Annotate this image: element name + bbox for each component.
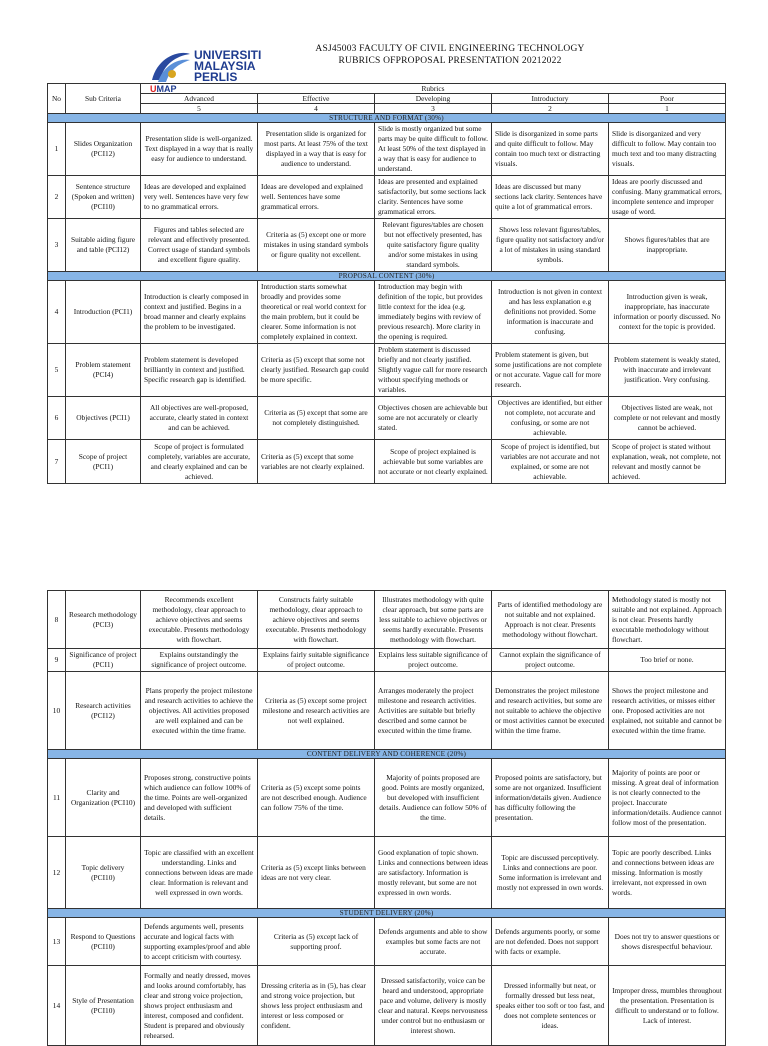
rubric-cell: Scope of project is stated without explanation, weak, not complete, not relevant and mostly cannot be achieved. <box>609 440 726 484</box>
rubric-cell: Criteria as (5) except that some not clearly justified. Research gap could be more specific. <box>258 344 375 397</box>
table-row <box>48 219 726 272</box>
rubric-cell: Criteria as (5) except some project milestone and research activities are not well explained. <box>258 672 375 750</box>
rubric-cell: Criteria as (5) except links between ideas are not very clear. <box>258 837 375 909</box>
rubric-cell: Criteria as (5) except that some are not completely distinguished. <box>258 397 375 440</box>
sub-criteria-cell: Respond to Questions (PCI10) <box>66 918 141 966</box>
rubric-cell: Problem statement is given, but some justifications are not complete or not accurate. Vague call for more research. <box>492 344 609 397</box>
rubric-cell: Illustrates methodology with quite clear approach, but some parts are less suitable to achieve objectives or seems hardly executable. Presents methodology with flowchart. <box>375 591 492 649</box>
table-row <box>48 281 726 344</box>
rubric-cell: Presentation slide is organized for most parts. At least 75% of the text displayed in a way that is easy for audience to understand. <box>258 123 375 176</box>
rubric-cell: Shows the project milestone and research activities, or misses either one. Proposed activities are not explained, not suitable and cannot be executed within the time frame. <box>609 672 726 750</box>
rubric-cell: Slide is disorganized and very difficult to follow. May contain too much text and too many distracting visuals. <box>609 123 726 176</box>
logo-line-1: UNIVERSITI <box>194 48 262 62</box>
rubric-cell: Topic are poorly described. Links and connections between ideas are missing. Information is mostly irrelevant, not expressed in own words. <box>609 837 726 909</box>
rubric-table-page-2 <box>47 590 726 1046</box>
level-name: Poor <box>609 94 726 104</box>
rubric-cell: Explains fairly suitable significance of project outcome. <box>258 649 375 672</box>
table-row <box>48 759 726 837</box>
rubric-cell: Criteria as (5) except lack of supporting proof. <box>258 918 375 966</box>
rubric-cell: Scope of project is formulated completely, variables are accurate, and clearly explained and can be achieved. <box>141 440 258 484</box>
row-number: 9 <box>48 649 66 672</box>
document-title-line-2: RUBRICS OFPROPOSAL PRESENTATION 20212022 <box>338 56 562 66</box>
rubric-cell: Slide is mostly organized but some parts may be quite difficult to follow. At least 50% of the text displayed in a way that is easy for audience to understand. <box>375 123 492 176</box>
rubric-cell: Formally and neatly dressed, moves and looks around comfortably, has clear and strong voice projection, shows project enthusiasm and interest, composed and confident. Student is prepared and obviously rehearsed. <box>141 966 258 1046</box>
rubric-cell: Dressing criteria as in (5), has clear and strong voice projection, but shows less project enthusiasm and interest or less composed or confident. <box>258 966 375 1046</box>
rubric-cell: Problem statement is discussed briefly and not clearly justified. Slightly vague call for more research without specifying methods or variables. <box>375 344 492 397</box>
row-number: 10 <box>48 672 66 750</box>
row-number: 12 <box>48 837 66 909</box>
rubric-cell: Introduction is clearly composed in context and justified. Begins in a broad manner and clearly explains the problem to be investigated. <box>141 281 258 344</box>
rubric-cell: Dressed informally but neat, or formally dressed but less neat, speaks either too soft or too fast, and does not complete sentences or ideas. <box>492 966 609 1046</box>
level-name: Effective <box>258 94 375 104</box>
section-header-structure: STRUCTURE AND FORMAT (30%) <box>48 114 726 123</box>
section-header-proposal: PROPOSAL CONTENT (30%) <box>48 272 726 281</box>
rubric-cell: Proposed points are satisfactory, but some are not organized. Insufficient information/details given. Audience has difficulty following the presentation. <box>492 759 609 837</box>
sub-criteria-cell: Style of Presentation (PCI10) <box>66 966 141 1046</box>
rubric-cell: Dressed satisfactorily, voice can be heard and understood, appropriate pace and volume, delivery is mostly clear and natural. Keeps nervousness under control but no enthusiasm or interest shown. <box>375 966 492 1046</box>
umap-rest: MAP <box>156 84 177 94</box>
row-number: 4 <box>48 281 66 344</box>
rubric-cell: Defends arguments poorly, or some are not defended. Does not support with facts or example. <box>492 918 609 966</box>
rubric-cell: Objectives listed are weak, not complete or not relevant and mostly cannot be achieved. <box>609 397 726 440</box>
rubric-cell: Majority of points are poor or missing. A great deal of information is not clearly connected to the project. Inaccurate information/details. Audience cannot follow most of the presentation. <box>609 759 726 837</box>
sub-criteria-cell: Clarity and Organization (PCI10) <box>66 759 141 837</box>
row-number: 3 <box>48 219 66 272</box>
sub-criteria-cell: Scope of project (PCI1) <box>66 440 141 484</box>
sub-criteria-cell: Introduction (PCI1) <box>66 281 141 344</box>
sub-criteria-cell: Slides Organization (PCI12) <box>66 123 141 176</box>
table-row <box>48 176 726 219</box>
table-row <box>48 966 726 1046</box>
table-row <box>48 344 726 397</box>
logo-line-2: MALAYSIA <box>194 59 256 73</box>
rubric-cell: Improper dress, mumbles throughout the presentation. Presentation is difficult to understand or to follow. Lack of interest. <box>609 966 726 1046</box>
rubric-cell: Shows less relevant figures/tables, figure quality not satisfactory and/or a lot of mistakes in using standard symbols. <box>492 219 609 272</box>
rubric-cell: Scope of project is identified, but variables are not accurate and not explained, or some are not achievable. <box>492 440 609 484</box>
rubric-cell: Topic are classified with an excellent understanding. Links and connections between ideas are made clear. Information is relevant and well expressed in own words. <box>141 837 258 909</box>
row-number: 8 <box>48 591 66 649</box>
level-score: 5 <box>141 104 258 114</box>
table-row <box>48 591 726 649</box>
col-sub-criteria-header: Sub Criteria <box>66 84 141 114</box>
rubric-cell: Ideas are developed and explained well. Sentences have some grammatical errors. <box>258 176 375 219</box>
rubric-cell: Recommends excellent methodology, clear approach to achieve objectives and seems executable. Presents methodology with flowchart. <box>141 591 258 649</box>
row-number: 11 <box>48 759 66 837</box>
rubric-cell: Objectives are identified, but either not complete, not accurate and confusing, or some are not achievable. <box>492 397 609 440</box>
page-two <box>0 588 768 1040</box>
section-header-delivery: CONTENT DELIVERY AND COHERENCE (20%) <box>48 750 726 759</box>
rubric-cell: Scope of project explained is achievable but some variables are not accurate or not clearly explained. <box>375 440 492 484</box>
rubric-cell: Topic are discussed perceptively. Links and connections are poor. Some information is irrelevant and mostly not expressed in own words. <box>492 837 609 909</box>
sub-criteria-cell: Suitable aiding figure and table (PCI12) <box>66 219 141 272</box>
rubric-cell: Problem statement is developed brilliantly in context and justified. Specific research gap is identified. <box>141 344 258 397</box>
document-title-line-1: ASJ45003 FACULTY OF CIVIL ENGINEERING TECHNOLOGY <box>315 44 585 54</box>
rubric-cell: Introduction may begin with definition of the topic, but provides little context for the idea (e.g. immediately begins with review of previous research). More clarity in the opening is required. <box>375 281 492 344</box>
row-number: 5 <box>48 344 66 397</box>
level-score: 4 <box>258 104 375 114</box>
logo-line-3: PERLIS <box>194 70 238 84</box>
table-row <box>48 123 726 176</box>
rubric-cell: Arranges moderately the project milestone and research activities. Activities are suitable but briefly described and some cannot be executed within the time frame. <box>375 672 492 750</box>
sub-criteria-cell: Objectives (PCI1) <box>66 397 141 440</box>
rubric-cell: Criteria as (5) except some points are not described enough. Audience can follow 75% of the time. <box>258 759 375 837</box>
rubric-cell: Defends arguments and able to show examples but some facts are not accurate. <box>375 918 492 966</box>
rubric-cell: All objectives are well-proposed, accurate, clearly stated in context and can be achieved. <box>141 397 258 440</box>
sub-criteria-cell: Significance of project (PCI1) <box>66 649 141 672</box>
sub-criteria-cell: Research activities (PCI12) <box>66 672 141 750</box>
rubric-cell: Explains outstandingly the significance of project outcome. <box>141 649 258 672</box>
umap-u: U <box>150 84 157 94</box>
rubric-cell: Presentation slide is well-organized. Text displayed in a way that is really easy for audience to understand. <box>141 123 258 176</box>
rubric-table-page-1 <box>47 83 726 484</box>
rubric-cell: Ideas are discussed but many sections lack clarity. Sentences have quite a lot of grammatical errors. <box>492 176 609 219</box>
level-name: Introductory <box>492 94 609 104</box>
sub-criteria-cell: Topic delivery (PCI10) <box>66 837 141 909</box>
rubric-cell: Defends arguments well, presents accurate and logical facts with supporting examples/proof and able to accept criticism with courtesy. <box>141 918 258 966</box>
col-rubrics-header: Rubrics <box>141 84 726 94</box>
sub-criteria-cell: Problem statement (PCI4) <box>66 344 141 397</box>
table-row <box>48 672 726 750</box>
rubric-cell: Does not try to answer questions or shows disrespectful behaviour. <box>609 918 726 966</box>
rubric-cell: Introduction given is weak, inappropriate, has inaccurate information or poorly discussed. No context for the topic is provided. <box>609 281 726 344</box>
unimap-emblem-icon <box>150 50 192 84</box>
rubric-cell: Relevant figures/tables are chosen but not effectively presented, has quite satisfactory figure quality and/or some mistakes in using standard symbols. <box>375 219 492 272</box>
sub-criteria-cell: Sentence structure (Spoken and written) (PCI10) <box>66 176 141 219</box>
table-row <box>48 440 726 484</box>
row-number: 2 <box>48 176 66 219</box>
row-number: 6 <box>48 397 66 440</box>
row-number: 13 <box>48 918 66 966</box>
table-row <box>48 837 726 909</box>
rubric-cell: Ideas are developed and explained very well. Sentences have very few to no grammatical errors. <box>141 176 258 219</box>
rubric-cell: Parts of identified methodology are not suitable and not explained. Approach is not clear. Presents methodology without flowchart. <box>492 591 609 649</box>
rubric-cell: Criteria as (5) except one or more mistakes in using standard symbols or figure quality not excellent. <box>258 219 375 272</box>
rubric-cell: Proposes strong, constructive points which audience can follow 100% of the time. Points are well-organized and developed with sufficient details. <box>141 759 258 837</box>
university-name <box>194 50 261 83</box>
row-number: 7 <box>48 440 66 484</box>
rubric-cell: Shows figures/tables that are inappropriate. <box>609 219 726 272</box>
rubric-cell: Plans properly the project milestone and research activities to achieve the objectives. All activities proposed are well explained and can be executed within the time frame. <box>141 672 258 750</box>
rubric-cell: Too brief or none. <box>609 649 726 672</box>
rubric-cell: Constructs fairly suitable methodology, clear approach to achieve objectives and seems executable. Presents methodology with flowchart. <box>258 591 375 649</box>
rubric-cell: Figures and tables selected are relevant and effectively presented. Correct usage of standard symbols and excellent figure quality. <box>141 219 258 272</box>
rubric-cell: Demonstrates the project milestone and research activities, but some are not suitable to achieve the objective or most activities cannot be executed within the time frame. <box>492 672 609 750</box>
level-name: Advanced <box>141 94 258 104</box>
rubric-cell: Ideas are poorly discussed and confusing. Many grammatical errors, incomplete sentence and improper usage of word. <box>609 176 726 219</box>
row-number: 14 <box>48 966 66 1046</box>
level-name: Developing <box>375 94 492 104</box>
rubric-cell: Cannot explain the significance of project outcome. <box>492 649 609 672</box>
row-number: 1 <box>48 123 66 176</box>
col-no-header: No <box>48 84 66 114</box>
rubric-cell: Majority of points proposed are good. Points are mostly organized, but developed with insufficient details. Audience can follow 50% of the time. <box>375 759 492 837</box>
rubric-cell: Explains less suitable significance of project outcome. <box>375 649 492 672</box>
rubric-cell: Criteria as (5) except that some variables are not clearly explained. <box>258 440 375 484</box>
rubric-cell: Introduction is not given in context and has less explanation e.g definitions not provided. Some information is inaccurate and confusing. <box>492 281 609 344</box>
level-score: 1 <box>609 104 726 114</box>
rubric-cell: Objectives chosen are achievable but some are not accurately or clearly stated. <box>375 397 492 440</box>
table-row <box>48 918 726 966</box>
level-score: 2 <box>492 104 609 114</box>
rubric-cell: Good explanation of topic shown. Links and connections between ideas are satisfactory. Information is mostly relevant, but some are not expressed in own words. <box>375 837 492 909</box>
rubric-cell: Ideas are presented and explained satisfactorily, but some sections lack clarity. Sentences have some grammatical errors. <box>375 176 492 219</box>
rubric-cell: Problem statement is weakly stated, with inaccurate and irrelevant justification. Very confusing. <box>609 344 726 397</box>
table-row <box>48 397 726 440</box>
rubric-cell: Introduction starts somewhat broadly and provides some theoretical or real world context for the main problem, but it could be clearer. Some information is not completely explained in context. <box>258 281 375 344</box>
section-header-student: STUDENT DELIVERY (20%) <box>48 909 726 918</box>
rubric-cell: Methodology stated is mostly not suitable and not explained. Approach is not clear. Presents hardly executable methodology without flowchart. <box>609 591 726 649</box>
sub-criteria-cell: Research methodology (PCI3) <box>66 591 141 649</box>
rubric-cell: Slide is disorganized in some parts and quite difficult to follow. May contain too much text or distracting visuals. <box>492 123 609 176</box>
level-score: 3 <box>375 104 492 114</box>
table-row <box>48 649 726 672</box>
